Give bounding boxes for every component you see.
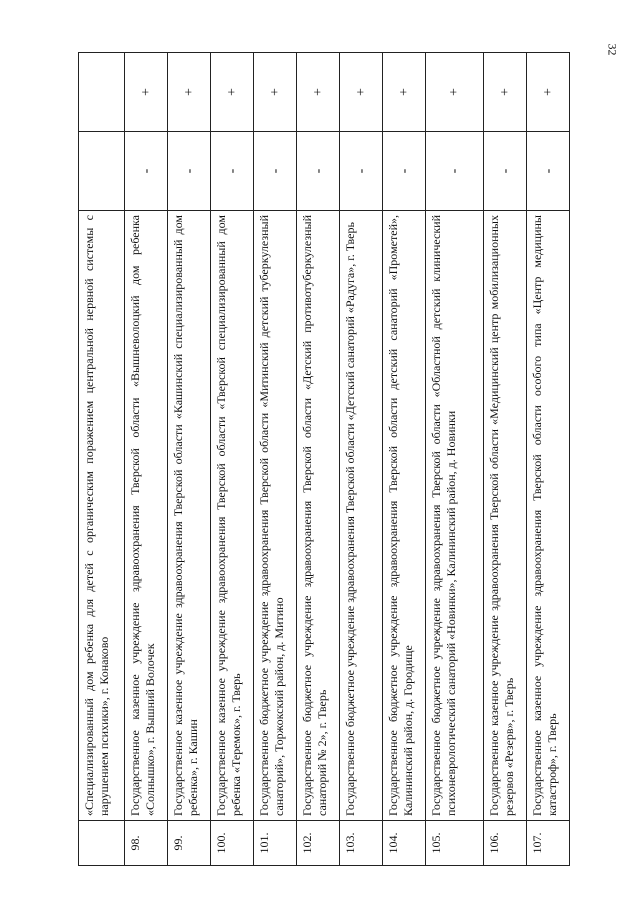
- mark-column-3: -: [211, 132, 254, 211]
- table-row: [527, 53, 570, 866]
- mark-column-3: -: [340, 132, 383, 211]
- institution-name: Государственное казенное учреждение здравоохранения Тверской области «Медицинский центр мобилизационных резервов «Резерв», г. Тверь: [484, 211, 527, 821]
- mark-column-3: -: [297, 132, 340, 211]
- institution-name: Государственное бюджетное учреждение здравоохранения Тверской области детский санаторий «Прометей», Калининский район, д. Городище: [383, 211, 426, 821]
- institutions-table: [78, 52, 570, 866]
- table-row: [168, 53, 211, 866]
- institution-name: Государственное казенное учреждение здравоохранения Тверской области «Кашинский специализированный дом ребенка», г. Кашин: [168, 211, 211, 821]
- institution-name: Государственное бюджетное учреждение здравоохранения Тверской области «Детский санаторий «Радуга», г. Тверь: [340, 211, 383, 821]
- mark-column-4: +: [168, 53, 211, 132]
- institution-name: Государственное казенное учреждение здравоохранения Тверской области «Вышневолоцкий дом ребенка «Солнышко», г. Вышний Волочек: [125, 211, 168, 821]
- mark-column-4: +: [426, 53, 484, 132]
- table-row: [426, 53, 484, 866]
- institution-name: Государственное казенное учреждение здравоохранения Тверской области «Тверской специализированный дом ребенка «Теремок», г. Тверь: [211, 211, 254, 821]
- table-row: [211, 53, 254, 866]
- mark-column-3: -: [125, 132, 168, 211]
- row-number: 107.: [527, 821, 570, 866]
- row-number: 101.: [254, 821, 297, 866]
- institution-name: Государственное бюджетное учреждение здравоохранения Тверской области «Детский противотуберкулезный санаторий № 2», г. Тверь: [297, 211, 340, 821]
- row-number: 99.: [168, 821, 211, 866]
- mark-column-3: -: [168, 132, 211, 211]
- row-number: [79, 821, 125, 866]
- mark-column-3: -: [484, 132, 527, 211]
- mark-column-4: +: [125, 53, 168, 132]
- mark-column-4: +: [297, 53, 340, 132]
- mark-column-4: +: [340, 53, 383, 132]
- table-row: [383, 53, 426, 866]
- mark-column-4: +: [254, 53, 297, 132]
- mark-column-3: -: [254, 132, 297, 211]
- rotated-table-container: [78, 52, 559, 866]
- mark-column-3: -: [426, 132, 484, 211]
- row-number: 104.: [383, 821, 426, 866]
- institution-name: Государственное бюджетное учреждение здравоохранения Тверской области «Областной детский клинический психоневрологический санаторий «Новинки», Калининский район, д. Новинки: [426, 211, 484, 821]
- table-row: [484, 53, 527, 866]
- row-number: 100.: [211, 821, 254, 866]
- row-number: 98.: [125, 821, 168, 866]
- mark-column-3: -: [527, 132, 570, 211]
- mark-column-4: +: [484, 53, 527, 132]
- mark-column-4: +: [383, 53, 426, 132]
- page-number: 32: [605, 43, 620, 56]
- institution-name: «Специализированный дом ребенка для детей с органическим поражением центральной нервной системы с нарушением психики», г. Конаково: [79, 211, 125, 821]
- institution-name: Государственное казенное учреждение здравоохранения Тверской области особого типа «Центр медицины катастроф», г. Тверь: [527, 211, 570, 821]
- row-number: 102.: [297, 821, 340, 866]
- table-row: [125, 53, 168, 866]
- row-number: 106.: [484, 821, 527, 866]
- table-row: [79, 53, 125, 866]
- table-row: [254, 53, 297, 866]
- row-number: 105.: [426, 821, 484, 866]
- mark-column-4: [79, 53, 125, 132]
- row-number: 103.: [340, 821, 383, 866]
- mark-column-4: +: [527, 53, 570, 132]
- mark-column-3: -: [383, 132, 426, 211]
- mark-column-4: +: [211, 53, 254, 132]
- institution-name: Государственное бюджетное учреждение здравоохранения Тверской области «Митинский детский туберкулезный санаторий», Торжокский район, д. Митино: [254, 211, 297, 821]
- table-wrap: [78, 52, 559, 866]
- table-row: [297, 53, 340, 866]
- table-row: [340, 53, 383, 866]
- mark-column-3: [79, 132, 125, 211]
